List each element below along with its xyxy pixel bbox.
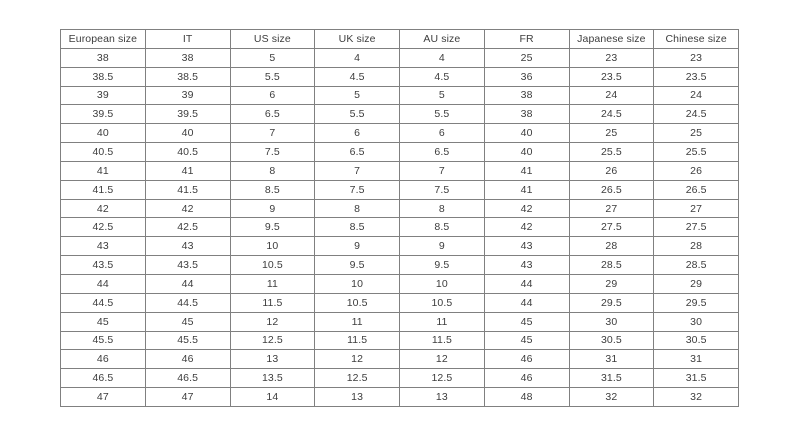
table-row [61,67,739,86]
table-cell: 25 [569,124,654,143]
table-cell: 6 [315,124,400,143]
table-cell: 12.5 [230,331,315,350]
table-cell: 40 [484,124,569,143]
table-cell: 42 [61,199,146,218]
table-cell: 40.5 [145,143,230,162]
table-cell: 26 [569,161,654,180]
table-cell: 5 [230,48,315,67]
table-cell: 23 [569,48,654,67]
table-cell: 29 [569,274,654,293]
table-cell: 13 [230,350,315,369]
table-cell: 11 [400,312,485,331]
table-cell: 38.5 [61,67,146,86]
table-cell: 42 [484,218,569,237]
table-cell: 7 [315,161,400,180]
table-cell: 38 [145,48,230,67]
table-cell: 29.5 [569,293,654,312]
table-cell: 8.5 [400,218,485,237]
table-cell: 40.5 [61,143,146,162]
table-cell: 46 [145,350,230,369]
table-cell: 29 [654,274,739,293]
table-cell: 44.5 [61,293,146,312]
table-cell: 39 [145,86,230,105]
table-cell: 27.5 [654,218,739,237]
table-row [61,293,739,312]
table-cell: 8 [230,161,315,180]
table-cell: 12.5 [315,369,400,388]
table-row [61,256,739,275]
table-cell: 43 [484,237,569,256]
table-cell: 45 [61,312,146,331]
table-row [61,105,739,124]
table-cell: 42 [484,199,569,218]
table-cell: 24 [569,86,654,105]
table-cell: 24 [654,86,739,105]
table-cell: 41 [61,161,146,180]
table-row [61,143,739,162]
table-row [61,312,739,331]
table-cell: 10.5 [315,293,400,312]
table-cell: 7 [400,161,485,180]
table-cell: 46 [484,350,569,369]
table-cell: 6 [400,124,485,143]
table-row [61,48,739,67]
table-cell: 7.5 [315,180,400,199]
table-cell: 4 [400,48,485,67]
table-cell: 41 [145,161,230,180]
table-row [61,86,739,105]
table-cell: 7.5 [230,143,315,162]
table-cell: 10.5 [230,256,315,275]
table-cell: 24.5 [654,105,739,124]
table-cell: 43 [484,256,569,275]
table-cell: 42 [145,199,230,218]
table-cell: 24.5 [569,105,654,124]
table-cell: 41 [484,180,569,199]
table-cell: 11 [315,312,400,331]
table-cell: 46.5 [145,369,230,388]
table-cell: 12 [315,350,400,369]
table-cell: 8 [400,199,485,218]
table-row [61,369,739,388]
table-cell: 48 [484,388,569,407]
table-cell: 38 [61,48,146,67]
table-cell: 46 [61,350,146,369]
table-cell: 29.5 [654,293,739,312]
table-cell: 43 [61,237,146,256]
table-row [61,161,739,180]
table-cell: 44 [145,274,230,293]
table-cell: 9 [230,199,315,218]
column-header: US size [230,30,315,49]
column-header: Japanese size [569,30,654,49]
table-cell: 10 [315,274,400,293]
table-row [61,274,739,293]
table-cell: 23.5 [654,67,739,86]
table-cell: 39 [61,86,146,105]
table-cell: 5.5 [315,105,400,124]
table-cell: 46 [484,369,569,388]
table-cell: 43.5 [145,256,230,275]
table-row [61,124,739,143]
table-cell: 38 [484,105,569,124]
table-cell: 26 [654,161,739,180]
table-row [61,388,739,407]
table-cell: 36 [484,67,569,86]
table-cell: 31 [569,350,654,369]
table-body [61,48,739,406]
table-cell: 28.5 [654,256,739,275]
table-cell: 12 [230,312,315,331]
table-cell: 8 [315,199,400,218]
table-cell: 11.5 [400,331,485,350]
table-cell: 44.5 [145,293,230,312]
table-cell: 39.5 [61,105,146,124]
table-cell: 5 [315,86,400,105]
table-cell: 43.5 [61,256,146,275]
table-cell: 4.5 [400,67,485,86]
header-row [61,30,739,49]
table-cell: 40 [484,143,569,162]
table-cell: 45.5 [61,331,146,350]
table-cell: 27 [654,199,739,218]
table-cell: 9.5 [400,256,485,275]
table-cell: 46.5 [61,369,146,388]
table-cell: 25.5 [654,143,739,162]
table-cell: 44 [484,293,569,312]
table-cell: 6.5 [230,105,315,124]
table-cell: 5.5 [400,105,485,124]
table-cell: 11.5 [315,331,400,350]
table-cell: 38 [484,86,569,105]
table-cell: 41.5 [61,180,146,199]
table-cell: 13 [315,388,400,407]
table-cell: 45 [484,312,569,331]
column-header: IT [145,30,230,49]
table-cell: 42.5 [61,218,146,237]
table-cell: 40 [145,124,230,143]
table-cell: 10 [230,237,315,256]
column-header: Chinese size [654,30,739,49]
table-cell: 45 [484,331,569,350]
table-cell: 23.5 [569,67,654,86]
table-cell: 31.5 [569,369,654,388]
table-row [61,350,739,369]
table-cell: 10 [400,274,485,293]
table-cell: 12.5 [400,369,485,388]
table-cell: 44 [61,274,146,293]
column-header: AU size [400,30,485,49]
table-cell: 44 [484,274,569,293]
table-cell: 28.5 [569,256,654,275]
table-cell: 32 [654,388,739,407]
table-cell: 7.5 [400,180,485,199]
table-row [61,199,739,218]
table-cell: 45.5 [145,331,230,350]
table-cell: 9.5 [315,256,400,275]
table-cell: 32 [569,388,654,407]
table-cell: 43 [145,237,230,256]
table-cell: 25 [654,124,739,143]
table-cell: 25 [484,48,569,67]
table-cell: 41 [484,161,569,180]
shoe-size-conversion-table [60,29,739,407]
table-cell: 45 [145,312,230,331]
table-cell: 6.5 [400,143,485,162]
table-cell: 5.5 [230,67,315,86]
table-cell: 30 [569,312,654,331]
table-cell: 27.5 [569,218,654,237]
table-cell: 6 [230,86,315,105]
table-row [61,218,739,237]
table-header [61,30,739,49]
column-header: UK size [315,30,400,49]
table-cell: 7 [230,124,315,143]
table-cell: 9.5 [230,218,315,237]
table-cell: 8.5 [315,218,400,237]
table-cell: 30 [654,312,739,331]
table-cell: 30.5 [654,331,739,350]
table-cell: 13.5 [230,369,315,388]
column-header: FR [484,30,569,49]
table-cell: 23 [654,48,739,67]
table-cell: 12 [400,350,485,369]
table-cell: 9 [315,237,400,256]
table-cell: 28 [654,237,739,256]
table-cell: 5 [400,86,485,105]
table-cell: 38.5 [145,67,230,86]
table-cell: 26.5 [654,180,739,199]
table-cell: 28 [569,237,654,256]
table-cell: 42.5 [145,218,230,237]
column-header: European size [61,30,146,49]
table-cell: 31.5 [654,369,739,388]
table-row [61,237,739,256]
table-cell: 11.5 [230,293,315,312]
table-cell: 47 [61,388,146,407]
table-row [61,180,739,199]
table-cell: 4 [315,48,400,67]
table-cell: 8.5 [230,180,315,199]
table-cell: 26.5 [569,180,654,199]
table-cell: 31 [654,350,739,369]
table-cell: 4.5 [315,67,400,86]
table-cell: 47 [145,388,230,407]
table-cell: 14 [230,388,315,407]
table-cell: 13 [400,388,485,407]
table-cell: 9 [400,237,485,256]
table-cell: 6.5 [315,143,400,162]
table-cell: 10.5 [400,293,485,312]
table-cell: 27 [569,199,654,218]
table-cell: 11 [230,274,315,293]
table-cell: 30.5 [569,331,654,350]
table-row [61,331,739,350]
table-cell: 40 [61,124,146,143]
table-cell: 25.5 [569,143,654,162]
table-cell: 41.5 [145,180,230,199]
table-cell: 39.5 [145,105,230,124]
